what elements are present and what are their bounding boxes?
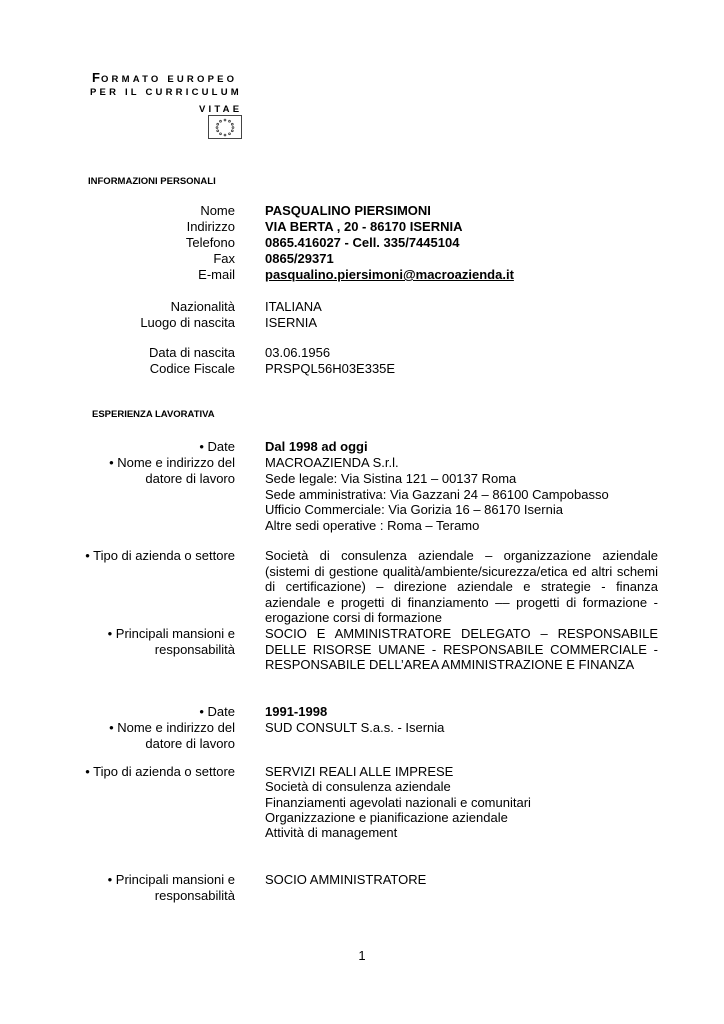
- job2-date: 1991-1998: [265, 704, 328, 719]
- job1-employer-line: Altre sedi operative : Roma – Teramo: [265, 518, 480, 533]
- cv-header-rest: ORMATO EUROPEO: [100, 74, 238, 85]
- value-nome: PASQUALINO PIERSIMONI: [265, 203, 431, 218]
- label-employer-1b: datore di lavoro: [145, 471, 235, 486]
- value-telefono: 0865.416027 - Cell. 335/7445104: [265, 235, 460, 250]
- page-number: 1: [358, 948, 366, 963]
- value-data-nascita: 03.06.1956: [265, 345, 331, 360]
- section-title-personal: INFORMAZIONI PERSONALI: [88, 176, 216, 187]
- label-sector-2: • Tipo di azienda o settore: [85, 764, 235, 779]
- job1-employer-line: Sede legale: Via Sistina 121 – 00137 Roma: [265, 471, 517, 486]
- job1-date: Dal 1998 ad oggi: [265, 439, 368, 454]
- value-luogo-nascita: ISERNIA: [265, 315, 318, 330]
- label-fax: Fax: [213, 251, 235, 266]
- label-duties-2b: responsabilità: [154, 888, 235, 903]
- job2-sector-line: Organizzazione e pianificazione aziendale: [265, 810, 508, 825]
- job1-employer-line: Ufficio Commerciale: Via Gorizia 16 – 86170 Isernia: [265, 502, 563, 517]
- label-duties-1b: responsabilità: [154, 642, 235, 657]
- value-codice-fiscale: PRSPQL56H03E335E: [265, 361, 396, 376]
- section-title-experience: ESPERIENZA LAVORATIVA: [92, 409, 215, 420]
- label-telefono: Telefono: [185, 235, 235, 250]
- label-luogo-nascita: Luogo di nascita: [140, 315, 235, 330]
- label-duties-1a: • Principali mansioni e: [107, 626, 235, 641]
- job1-sector: Società di consulenza aziendale – organizzazione aziendale (sistemi di gestione qualità/ambiente/sicurezza/etica ed altri schemi di certificazione) – direzione aziendale e strategie - finanza aziendale e progetti di finanziamento –– progetti di formazione - erogazione corsi di formazione: [265, 548, 658, 625]
- job2-sector-line: Finanziamenti agevolati nazionali e comunitari: [265, 795, 531, 810]
- job1-employer-line: Sede amministrativa: Via Gazzani 24 – 86100 Campobasso: [265, 487, 609, 502]
- job2-sector-line: Attività di management: [265, 825, 398, 840]
- cv-header-line1: [92, 70, 237, 85]
- label-employer-1a: • Nome e indirizzo del: [109, 455, 235, 470]
- job2-sector-line: SERVIZI REALI ALLE IMPRESE: [265, 764, 454, 779]
- job1-employer-line: MACROAZIENDA S.r.l.: [265, 455, 399, 470]
- label-sector-1: • Tipo di azienda o settore: [85, 548, 235, 563]
- label-nazionalita: Nazionalità: [170, 299, 235, 314]
- eu-flag-icon: [208, 115, 242, 139]
- value-nazionalita: ITALIANA: [265, 299, 322, 314]
- value-fax: 0865/29371: [265, 251, 334, 266]
- job2-duties: SOCIO AMMINISTRATORE: [265, 872, 427, 887]
- label-employer-2b: datore di lavoro: [145, 736, 235, 751]
- job1-duties: SOCIO E AMMINISTRATORE DELEGATO – RESPONSABILE DELLE RISORSE UMANE - RESPONSABILE COMMERCIALE - RESPONSABILE DELL’AREA AMMINISTRAZIONE E FINANZA: [265, 626, 658, 672]
- job2-employer: SUD CONSULT S.a.s. - Isernia: [265, 720, 445, 735]
- label-duties-2a: • Principali mansioni e: [107, 872, 235, 887]
- cv-header-cap: F: [92, 70, 101, 85]
- label-indirizzo: Indirizzo: [186, 219, 235, 234]
- email-link[interactable]: pasqualino.piersimoni@macroazienda.it: [265, 267, 514, 282]
- label-date-1: • Date: [199, 439, 235, 454]
- label-nome: Nome: [200, 203, 235, 218]
- label-data-nascita: Data di nascita: [149, 345, 235, 360]
- cv-header-line3: VITAE: [199, 104, 243, 115]
- value-indirizzo: VIA BERTA , 20 - 86170 ISERNIA: [265, 219, 463, 234]
- job2-sector-line: Società di consulenza aziendale: [265, 779, 451, 794]
- label-codice-fiscale: Codice Fiscale: [149, 361, 235, 376]
- label-date-2: • Date: [199, 704, 235, 719]
- label-employer-2a: • Nome e indirizzo del: [109, 720, 235, 735]
- cv-header-line2: PER IL CURRICULUM: [90, 87, 242, 98]
- label-email: E-mail: [198, 267, 235, 282]
